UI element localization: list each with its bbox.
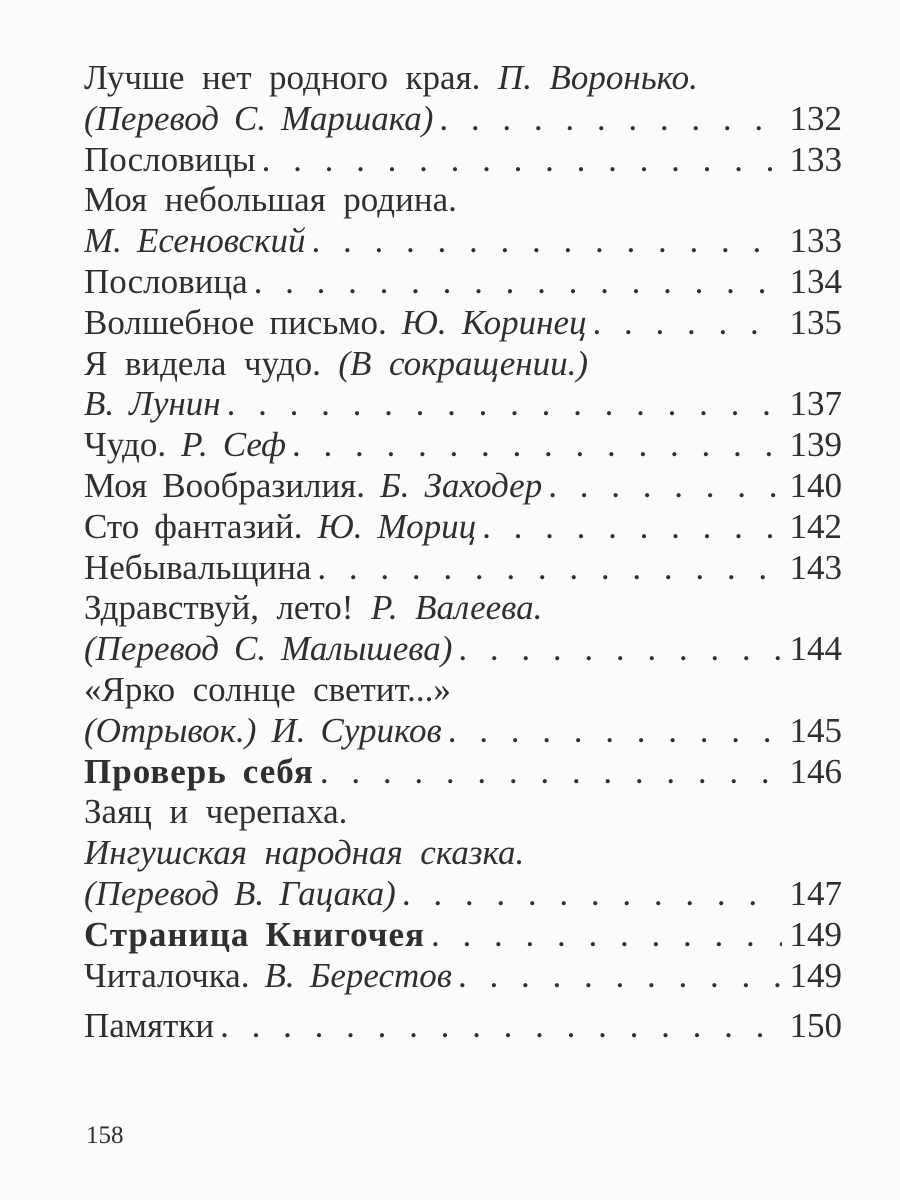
dot-leader	[248, 262, 782, 303]
entry-title: Сто фантазий.	[84, 506, 318, 546]
toc-entry-line	[84, 140, 842, 181]
entry-author: (Отрывок.) И. Суриков	[84, 710, 442, 750]
entry-title: Моя небольшая родина.	[84, 180, 457, 220]
entry-note: (В сокращении.)	[338, 343, 589, 383]
entry-page-number: 144	[789, 629, 842, 669]
entry-title: Памятки	[84, 1006, 215, 1046]
toc-entry-line	[84, 956, 842, 997]
toc-section-line	[84, 915, 842, 956]
dot-leader	[452, 629, 782, 670]
toc-entry-line	[84, 507, 842, 548]
entry-title: Лучше нет родного края.	[84, 58, 498, 97]
entry-page-number: 134	[789, 261, 842, 301]
dot-leader	[311, 548, 782, 589]
toc-entry-line	[84, 425, 842, 466]
entry-page-number: 133	[789, 221, 842, 261]
entry-page-number: 150	[789, 1006, 842, 1046]
dot-leader	[314, 752, 782, 793]
entry-page-number: 135	[789, 302, 842, 342]
toc-entry-line	[84, 344, 842, 385]
entry-author: М. Есеновский	[84, 221, 306, 261]
section-title: Страница Книгочея	[84, 914, 425, 954]
toc-entry-line	[84, 180, 842, 221]
entry-title: Волшебное письмо.	[84, 302, 402, 342]
toc-entry-line	[84, 99, 842, 140]
toc-entry-line	[84, 629, 842, 670]
toc-entry-line	[84, 833, 842, 874]
toc-entry-line	[84, 58, 842, 99]
dot-leader	[214, 1006, 782, 1047]
entry-page-number: 137	[789, 384, 842, 424]
entry-author: П. Воронько.	[497, 58, 698, 97]
toc-entry-line	[84, 221, 842, 262]
toc-entry-line	[84, 548, 842, 589]
toc-entry-line	[84, 384, 842, 425]
entry-page-number: 139	[789, 425, 842, 465]
section-title: Проверь себя	[84, 751, 314, 791]
entry-author: (Перевод В. Гацака)	[84, 873, 396, 913]
entry-author: Б. Заходер	[380, 465, 543, 505]
entry-title: Здравствуй, лето!	[84, 588, 371, 628]
dot-leader	[221, 384, 782, 425]
dot-leader	[452, 956, 782, 997]
dot-leader	[425, 915, 782, 956]
entry-title: Чудо.	[84, 425, 182, 465]
entry-page-number: 132	[789, 98, 842, 138]
dot-leader	[305, 221, 782, 262]
entry-page-number: 149	[789, 955, 842, 995]
toc-entry-line	[84, 874, 842, 915]
toc-entry-line	[84, 588, 842, 629]
entry-author: Ингушская народная сказка.	[84, 833, 525, 873]
toc-entry-line	[84, 1006, 842, 1047]
entry-title: «Ярко солнце светит...»	[84, 669, 451, 709]
entry-author: В. Берестов	[264, 955, 452, 995]
entry-author: Ю. Мориц	[317, 506, 477, 546]
dot-leader	[542, 466, 782, 507]
toc-entry-line	[84, 792, 842, 833]
dot-leader	[442, 711, 782, 752]
entry-author: (Перевод С. Малышева)	[84, 629, 453, 669]
entry-title: Моя Вообразилия.	[84, 465, 381, 505]
entry-page-number: 142	[789, 506, 842, 546]
entry-page-number: 133	[789, 139, 842, 179]
entry-page-number: 147	[789, 873, 842, 913]
entry-title: Небывальщина	[84, 547, 312, 587]
dot-leader	[286, 425, 782, 466]
toc-entry-line	[84, 670, 842, 711]
toc-section-line	[84, 752, 842, 793]
page-number: 158	[86, 1122, 124, 1149]
dot-leader	[433, 99, 782, 140]
dot-leader	[587, 303, 782, 344]
entry-page-number: 146	[789, 751, 842, 791]
entry-title: Пословица	[84, 261, 248, 301]
dot-leader	[476, 507, 782, 548]
toc-entry-line	[84, 711, 842, 752]
table-of-contents	[84, 58, 842, 1047]
dot-leader	[396, 874, 782, 915]
dot-leader	[256, 140, 782, 181]
entry-author: Р. Валеева.	[370, 588, 543, 628]
toc-entry-line	[84, 262, 842, 303]
entry-title: Я видела чудо.	[84, 343, 339, 383]
toc-entry-line	[84, 303, 842, 344]
entry-page-number: 145	[789, 710, 842, 750]
entry-page-number: 140	[789, 465, 842, 505]
entry-title: Пословицы	[84, 139, 256, 179]
entry-page-number: 143	[789, 547, 842, 587]
entry-title: Заяц и черепаха.	[84, 792, 348, 832]
entry-title: Читалочка.	[84, 955, 265, 995]
entry-page-number: 149	[789, 914, 842, 954]
entry-author: Ю. Коринец	[401, 302, 587, 342]
entry-author: (Перевод С. Маршака)	[84, 98, 434, 138]
entry-author: В. Лунин	[84, 384, 221, 424]
toc-entry-line	[84, 466, 842, 507]
entry-author: Р. Сеф	[181, 425, 286, 465]
